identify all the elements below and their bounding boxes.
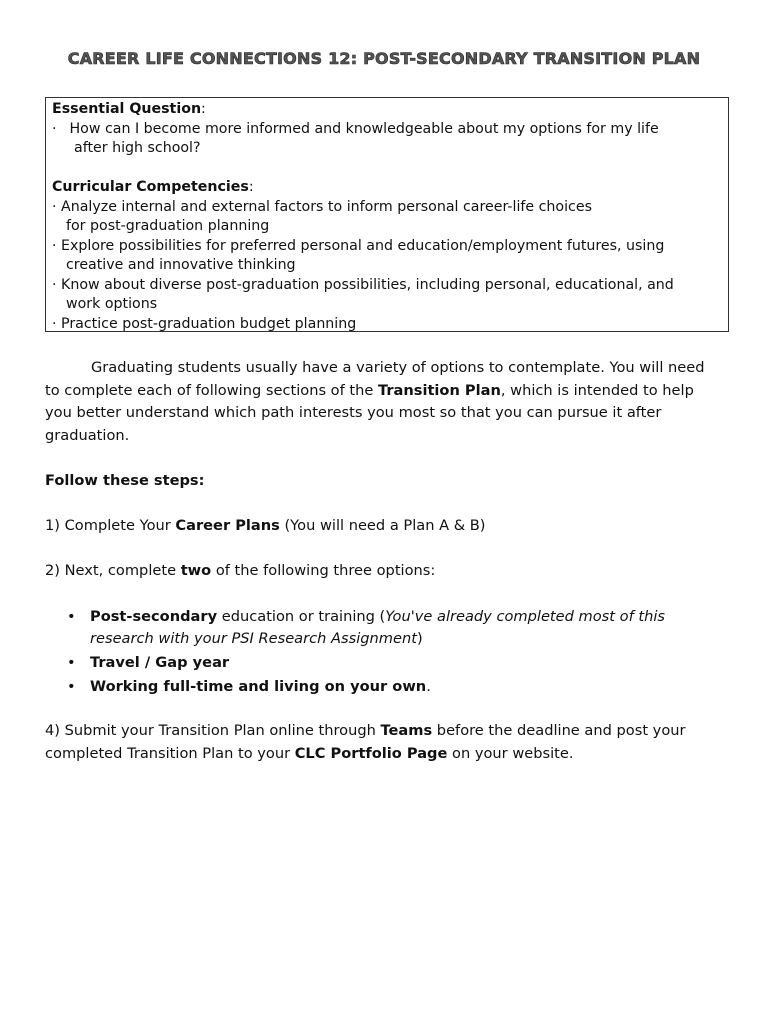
step-4-suffix: on your website. (447, 744, 574, 762)
competencies-heading-line: Curricular Competencies: (52, 179, 254, 195)
step-4-middle-2: completed Transition Plan to your (45, 744, 295, 762)
essential-question-line (52, 120, 722, 140)
step-2-two: two (180, 562, 212, 580)
essential-question-text-2: after high school? (74, 140, 201, 156)
intro-paragraph (45, 357, 735, 447)
instructions-body (45, 357, 735, 765)
step-2-prefix: 2) Next, complete (45, 562, 181, 580)
competencies-box (45, 97, 729, 332)
essential-question-heading-line: Essential Question: (52, 101, 206, 117)
step-4-prefix: 4) Submit your Transition Plan online through (45, 722, 381, 740)
step-1-suffix: (You will need a Plan A & B) (279, 517, 486, 535)
step-4-teams: Teams (380, 722, 433, 740)
option-1-close: ) (416, 630, 423, 648)
competency-2-line-2: creative and innovative thinking (66, 257, 296, 273)
step-2 (45, 560, 735, 583)
option-1-italic-1: You've already completed most of this (385, 607, 665, 625)
intro-line-1: Graduating students usually have a variety of options to contemplate. You will need (91, 359, 705, 376)
competency-3-line-1: · Know about diverse post-graduation possibilities, including personal, educational, and (52, 276, 674, 293)
bullet-icon: • (67, 654, 76, 672)
intro-line-2-rest: , which is intended to help (500, 381, 694, 399)
competency-1-line-2: for post-graduation planning (66, 218, 270, 234)
intro-line-3: you better understand which path interests you most so that you can pursue it after (45, 404, 662, 422)
essential-question-heading: Essential Question (52, 101, 202, 117)
step-4-middle-1: before the deadline and post your (432, 722, 686, 740)
step-1 (45, 515, 735, 538)
competency-1-line-1: · Analyze internal and external factors to inform personal career-life choices (52, 198, 592, 215)
step-2-suffix: of the following three options: (211, 562, 436, 580)
option-working-full-time: Working full-time and living on your own (90, 678, 427, 696)
step-4-clc-portfolio-page: CLC Portfolio Page (294, 744, 448, 762)
page-title: CAREER LIFE CONNECTIONS 12: POST-SECONDARY TRANSITION PLAN (67, 49, 701, 68)
bullet-icon: • (67, 607, 76, 625)
intro-transition-plan: Transition Plan (377, 381, 501, 399)
option-1-text: education or training ( (217, 607, 386, 625)
list-item (67, 606, 735, 651)
intro-line-4: graduation. (45, 426, 130, 444)
competencies-heading: Curricular Competencies (52, 179, 249, 195)
step-4 (45, 720, 735, 765)
competency-2-line-1: · Explore possibilities for preferred personal and education/employment futures, using (52, 237, 665, 254)
intro-line-2-text: to complete each of following sections of the (45, 381, 378, 399)
intro-line-2 (45, 380, 735, 403)
competency-3-line-2: work options (66, 296, 158, 312)
option-travel-gap-year: Travel / Gap year (90, 654, 230, 672)
list-item (67, 652, 735, 675)
steps-heading: Follow these steps: (45, 471, 205, 489)
list-item (67, 676, 735, 699)
step-1-career-plans: Career Plans (175, 517, 280, 535)
step-1-prefix: 1) Complete Your (45, 517, 176, 535)
option-post-secondary: Post-secondary (90, 607, 218, 625)
options-list (45, 606, 735, 699)
essential-bullet: · (52, 120, 57, 137)
option-1-italic-2: research with your PSI Research Assignment (90, 630, 417, 648)
option-3-period: . (426, 678, 431, 696)
bullet-icon: • (67, 678, 76, 696)
competency-4-line-1: · Practice post-graduation budget planning (52, 315, 357, 332)
essential-question-text-1: How can I become more informed and knowledgeable about my options for my life (69, 120, 659, 137)
